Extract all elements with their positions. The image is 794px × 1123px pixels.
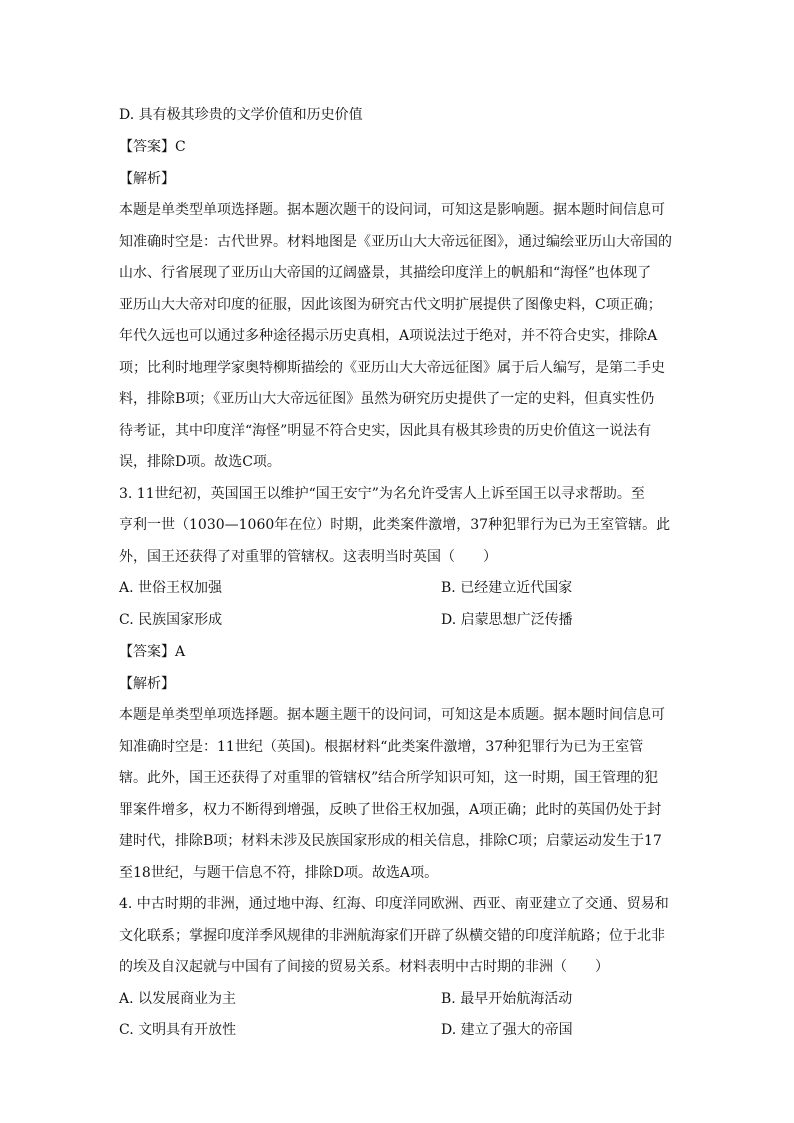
q3-option-c: C. 民族国家形成 bbox=[119, 611, 223, 628]
q3-stem bbox=[119, 479, 679, 574]
q2-analysis-line: 料，排除B项；《亚历山大大帝远征图》虽然为研究历史提供了一定的史料，但真实性仍 bbox=[119, 391, 655, 407]
q4-stem-line: 4. 中古时期的非洲，通过地中海、红海、印度洋同欧洲、西亚、南亚建立了交通、贸易和 bbox=[119, 896, 669, 912]
q2-analysis-line: 山水、行省展现了亚历山大帝国的辽阔盛景，其描绘印度洋上的帆船和“海怪”也体现了 bbox=[119, 265, 652, 281]
q4-option-d: D. 建立了强大的帝国 bbox=[441, 1022, 573, 1038]
q3-option-d: D. 启蒙思想广泛传播 bbox=[441, 611, 573, 628]
q3-analysis-line: 罪案件增多，权力不断得到增强，反映了世俗王权加强，A项正确；此时的英国仍处于封 bbox=[119, 801, 662, 818]
q4-options-row-2 bbox=[119, 1015, 679, 1047]
q3-analysis-line: 知准确时空是：11世纪（英国)。根据材料“此类案件激增，37种犯罪行为已为王室管 bbox=[119, 738, 644, 755]
q2-answer: 【答案】C bbox=[119, 139, 186, 155]
q2-analysis-label: 【解析】 bbox=[119, 171, 175, 187]
q4-stem-line: 的埃及自汉起就与中国有了间接的贸易关系。材料表明中古时期的非洲（ ） bbox=[119, 959, 609, 975]
q2-option-d: D. 具有极其珍贵的文学价值和历史价值 bbox=[119, 107, 363, 123]
q2-analysis-line: 知准确时空是：古代世界。材料地图是《亚历山大大帝远征图》，通过编绘亚历山大帝国的 bbox=[119, 233, 672, 250]
q3-option-a: A. 世俗王权加强 bbox=[119, 580, 223, 596]
q3-analysis-line: 本题是单类型单项选择题。据本题主题干的设问词，可知这是本质题。据本题时间信息可 bbox=[119, 707, 665, 723]
q3-option-b: B. 已经建立近代国家 bbox=[441, 580, 573, 596]
q3-analysis-line: 建时代，排除B项；材料未涉及民族国家形成的相关信息，排除C项；启蒙运动发生于17 bbox=[119, 833, 662, 849]
q3-analysis-line: 辖。此外，国王还获得了对重罪的管辖权”结合所学知识可知，这一时期，国王管理的犯 bbox=[119, 770, 659, 786]
q4-stem bbox=[119, 889, 679, 984]
q3-analysis-line: 至18世纪，与题干信息不符，排除D项。故选A项。 bbox=[119, 864, 439, 881]
q4-stem-line: 文化联系；掌握印度洋季风规律的非洲航海家们开辟了纵横交错的印度洋航路；位于北非 bbox=[119, 927, 665, 944]
q2-analysis-line: 亚历山大大帝对印度的征服，因此该图为研究古代文明扩展提供了图像史料，C项正确； bbox=[119, 296, 662, 313]
q4-option-b: B. 最早开始航海活动 bbox=[441, 990, 573, 1007]
q3-stem-line: 外，国王还获得了对重罪的管辖权。这表明当时英国（ ） bbox=[119, 548, 497, 565]
q2-analysis-line: 项；比利时地理学家奥特柳斯描绘的《亚历山大大帝远征图》属于后人编写，是第二手史 bbox=[119, 359, 665, 376]
q2-analysis-line: 待考证，其中印度洋“海怪”明显不符合史实，因此具有极其珍贵的历史价值这一说法有 bbox=[119, 422, 652, 439]
q3-options-row-1 bbox=[119, 573, 679, 605]
q3-stem-line: 亨利一世（1030—1060年在位）时期，此类案件激增，37种犯罪行为已为王室管辖。此 bbox=[119, 517, 671, 533]
q2-analysis-line: 误，排除D项。故选C项。 bbox=[119, 454, 281, 470]
q3-analysis bbox=[119, 700, 679, 889]
q2-analysis bbox=[119, 195, 679, 479]
q3-analysis-label: 【解析】 bbox=[119, 676, 175, 692]
document-body bbox=[119, 99, 679, 1047]
q3-answer: 【答案】A bbox=[119, 644, 186, 660]
q2-analysis-line: 本题是单类型单项选择题。据本题次题干的设问词，可知这是影响题。据本题时间信息可 bbox=[119, 202, 665, 218]
q2-analysis-line: 年代久远也可以通过多种途径揭示历史真相，A项说法过于绝对，并不符合史实，排除A bbox=[119, 328, 658, 344]
q4-options-row-1 bbox=[119, 984, 679, 1016]
q3-stem-line: 3. 11世纪初，英国国王以维护“国王安宁”为名允许受害人上诉至国王以寻求帮助。至 bbox=[119, 485, 645, 502]
q4-option-a: A. 以发展商业为主 bbox=[119, 990, 237, 1007]
q3-options-row-2 bbox=[119, 605, 679, 637]
q4-option-c: C. 文明具有开放性 bbox=[119, 1022, 237, 1038]
